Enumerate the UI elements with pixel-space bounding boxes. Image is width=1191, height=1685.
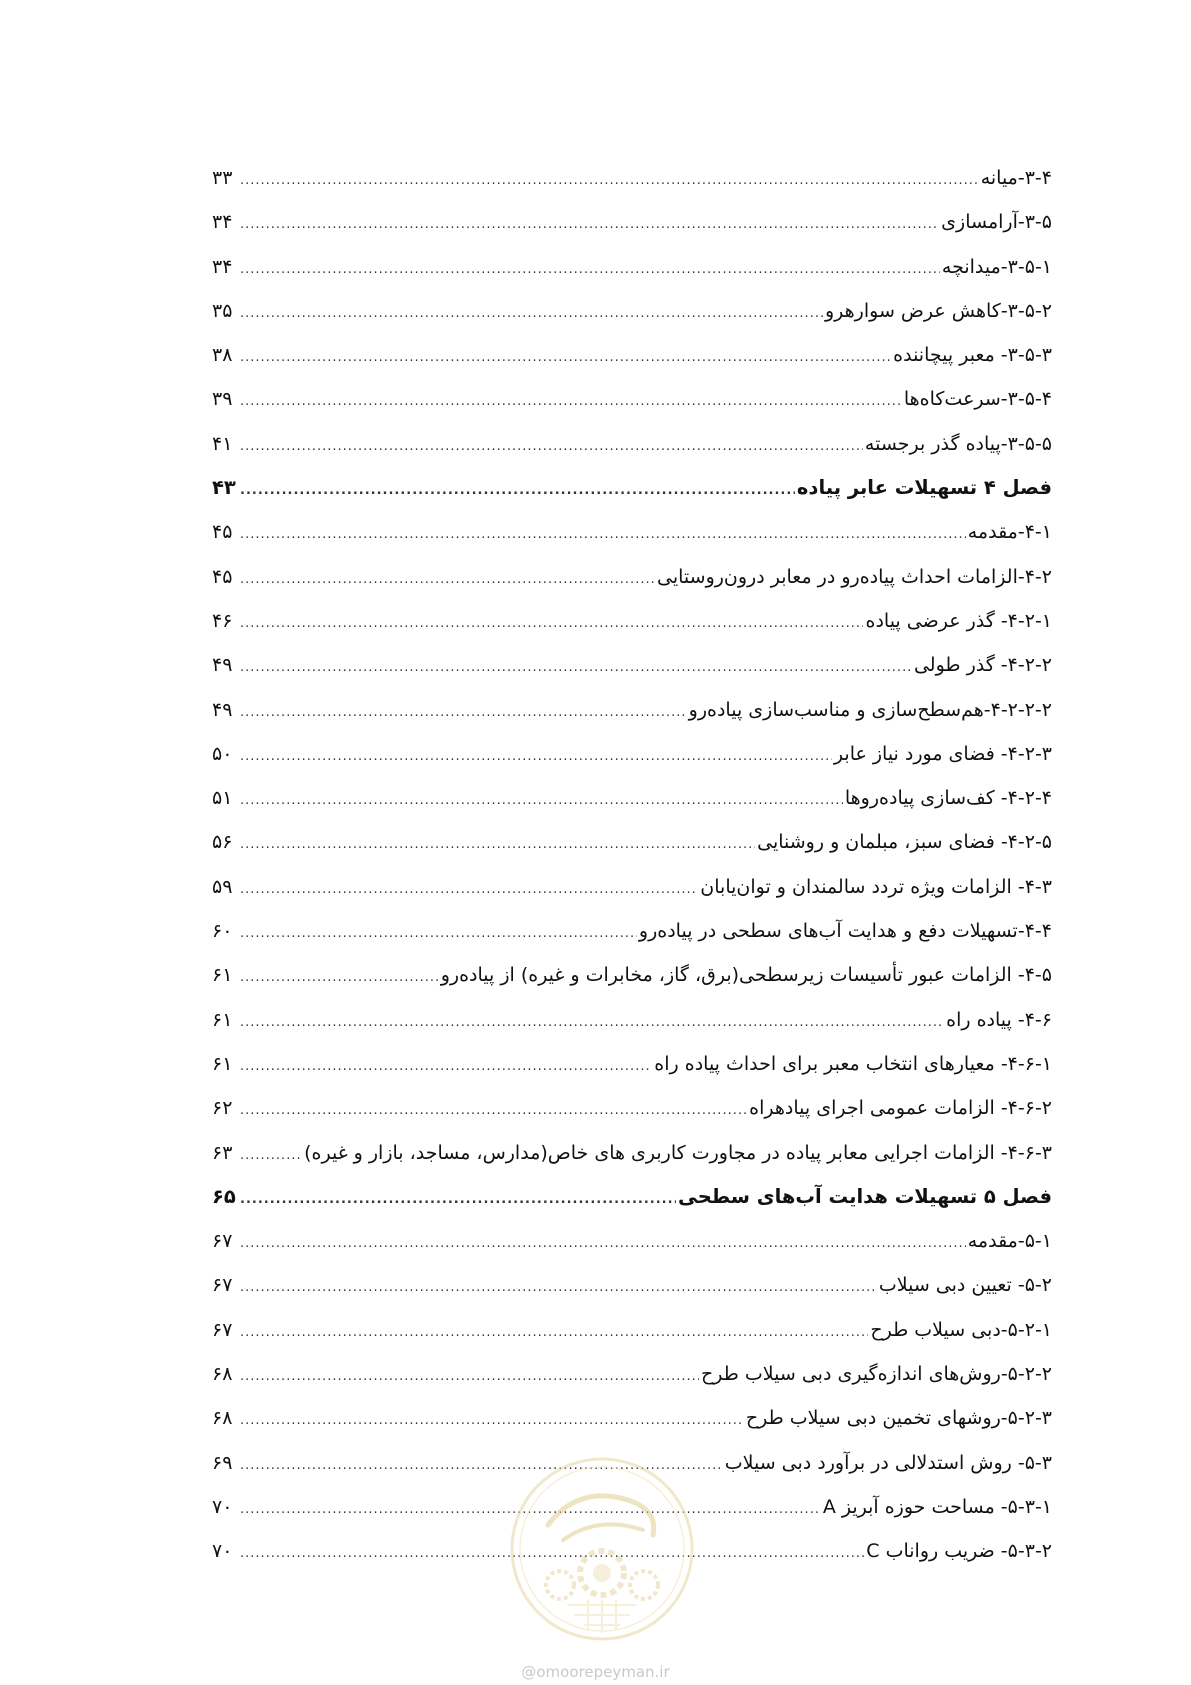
toc-entry-title: فصل ۵ تسهیلات هدایت آب‌های سطحی [677, 1184, 1052, 1208]
toc-row[interactable] [212, 688, 1052, 732]
toc-page-number: ۶۷ [212, 1318, 233, 1341]
toc-dot-leader [240, 1266, 877, 1310]
toc-dot-leader [240, 1089, 747, 1133]
toc-entry-title: ۵-۲-۳-روشهای تخمین دبی سیلاب طرح [745, 1407, 1052, 1430]
toc-chapter-row[interactable] [212, 1175, 1052, 1219]
toc-entry-title: ۵-۳-۲- ضریب رواناب C [866, 1540, 1052, 1563]
toc-dot-leader [240, 292, 823, 336]
toc-dot-leader [240, 1045, 652, 1089]
toc-row[interactable] [212, 998, 1052, 1042]
toc-entry-title: ۴-۲-۵- فضای سبز، مبلمان و روشنایی [757, 831, 1052, 854]
toc-row[interactable] [212, 1131, 1052, 1175]
toc-page-number: ۶۳ [212, 1141, 233, 1164]
toc-row[interactable] [212, 909, 1052, 953]
toc-dot-leader [240, 691, 687, 735]
toc-page-number: ۶۱ [212, 1008, 233, 1031]
toc-page-number: ۶۵ [212, 1184, 236, 1208]
toc-row[interactable] [212, 599, 1052, 643]
toc-dot-leader [240, 823, 755, 867]
toc-entry-title: ۳-۵-۴-سرعت‌کاه‌ها [903, 388, 1052, 411]
toc-row[interactable] [212, 156, 1052, 200]
toc-row[interactable] [212, 1308, 1052, 1352]
toc-dot-leader [240, 425, 863, 469]
toc-page-number: ۴۶ [212, 609, 233, 632]
toc-row[interactable] [212, 1219, 1052, 1263]
toc-row[interactable] [212, 377, 1052, 421]
toc-page-number: ۳۴ [212, 211, 233, 234]
toc-page-number: ۴۳ [212, 476, 236, 500]
toc-dot-leader [240, 159, 979, 203]
toc-row[interactable] [212, 1263, 1052, 1307]
toc-page-number: ۷۰ [212, 1495, 233, 1518]
watermark-url: @omoorepeyman.ir [521, 1663, 670, 1681]
toc-dot-leader [240, 1311, 868, 1355]
toc-dot-leader [240, 868, 698, 912]
toc-page-number: ۵۹ [212, 875, 233, 898]
toc-page-number: ۶۹ [212, 1451, 233, 1474]
toc-page-number: ۶۸ [212, 1363, 233, 1386]
toc-row[interactable] [212, 1086, 1052, 1130]
toc-entry-title: ۴-۳- الزامات ویژه تردد سالمندان و توان‌یابان [700, 875, 1052, 898]
toc-dot-leader [240, 513, 966, 557]
toc-page-number: ۶۸ [212, 1407, 233, 1430]
toc-row[interactable] [212, 820, 1052, 864]
toc-dot-leader [240, 1001, 944, 1045]
toc-entry-title: ۵-۳- روش استدلالی در برآورد دبی سیلاب [724, 1451, 1052, 1474]
toc-row[interactable] [212, 510, 1052, 554]
toc-entry-title: ۳-۵-۱-میدانچه [941, 255, 1052, 278]
toc-row[interactable] [212, 776, 1052, 820]
toc-entry-title: ۴-۱-مقدمه [967, 521, 1052, 544]
toc-dot-leader [240, 469, 795, 513]
toc-row[interactable] [212, 1396, 1052, 1440]
toc-page-number: ۵۰ [212, 742, 233, 765]
toc-page-number: ۶۰ [212, 920, 233, 943]
toc-entry-title: ۴-۲-۴- کف‌سازی پیاده‌روها [844, 787, 1052, 810]
toc-page-number: ۳۹ [212, 388, 233, 411]
toc-page-number: ۳۳ [212, 167, 233, 189]
toc-entry-title: ۵-۲-۲-روش‌های اندازه‌گیری دبی سیلاب طرح [701, 1363, 1052, 1386]
toc-entry-title: ۴-۶-۱- معیارهای انتخاب معبر برای احداث پیاده راه [654, 1052, 1052, 1075]
toc-entry-title: ۳-۵-۲-کاهش عرض سوارهرو [825, 299, 1052, 322]
toc-dot-leader [240, 1222, 966, 1266]
toc-page-number: ۳۵ [212, 299, 233, 322]
toc-page-number: ۷۰ [212, 1540, 233, 1563]
toc-dot-leader [240, 912, 637, 956]
toc-dot-leader [240, 735, 832, 779]
toc-entry-title: ۴-۴-تسهیلات دفع و هدایت آب‌های سطحی در پیاده‌رو [638, 920, 1052, 943]
toc-dot-leader [240, 1134, 302, 1178]
toc-row[interactable] [212, 245, 1052, 289]
toc-entry-title: ۳-۵-آرامسازی [941, 211, 1052, 234]
toc-page-number: ۴۱ [212, 432, 233, 455]
toc-page-number: ۶۷ [212, 1274, 233, 1297]
toc-page-number: ۶۱ [212, 964, 233, 987]
toc-dot-leader [240, 1178, 676, 1222]
toc-entry-title: ۴-۲-۲-۲-هم‌سطح‌سازی و مناسب‌سازی پیاده‌رو [688, 698, 1052, 721]
toc-page-number: ۴۹ [212, 654, 233, 677]
toc-page-number: ۵۱ [212, 787, 233, 810]
toc-row[interactable] [212, 643, 1052, 687]
toc-row[interactable] [212, 865, 1052, 909]
toc-page-number: ۳۸ [212, 344, 233, 367]
toc-dot-leader [240, 1399, 744, 1443]
toc-entry-title: ۴-۲-۲- گذر طولی [913, 654, 1052, 677]
toc-page-number: ۶۷ [212, 1230, 233, 1253]
toc-page-number: ۶۲ [212, 1097, 233, 1120]
toc-entry-title: ۴-۶- پیاده راه [946, 1008, 1052, 1031]
toc-row[interactable] [212, 200, 1052, 244]
toc-row[interactable] [212, 1042, 1052, 1086]
toc-dot-leader [240, 558, 655, 602]
toc-row[interactable] [212, 422, 1052, 466]
toc-entry-title: ۳-۵-۵-پیاده گذر برجسته [864, 432, 1052, 455]
toc-row[interactable] [212, 1352, 1052, 1396]
toc-dot-leader [240, 380, 902, 424]
toc-entry-title: ۴-۲-۱- گذر عرضی پیاده [865, 609, 1052, 632]
toc-row[interactable] [212, 289, 1052, 333]
toc-chapter-row[interactable] [212, 466, 1052, 510]
toc-dot-leader [240, 248, 940, 292]
toc-row[interactable] [212, 333, 1052, 377]
toc-page-number: ۴۵ [212, 521, 233, 544]
toc-dot-leader [240, 336, 891, 380]
toc-entry-title: ۴-۶-۳- الزامات اجرایی معابر پیاده در مجاورت کاربری های خاص(مدارس، مساجد، بازار و غیره) [304, 1141, 1052, 1164]
toc-page-number: ۴۵ [212, 565, 233, 588]
toc-entry-title: ۴-۶-۲- الزامات عمومی اجرای پیادهراه [749, 1097, 1052, 1120]
toc-entry-title: ۳-۴-میانه [980, 167, 1052, 189]
toc-dot-leader [240, 956, 439, 1000]
toc-page-number: ۶۱ [212, 1052, 233, 1075]
toc-dot-leader [240, 646, 912, 690]
toc-entry-title: ۳-۵-۳- معبر پیچاننده [893, 344, 1052, 367]
toc-dot-leader [240, 203, 939, 247]
toc-row[interactable] [212, 555, 1052, 599]
toc-dot-leader [240, 1355, 699, 1399]
toc-entry-title: فصل ۴ تسهیلات عابر پیاده [796, 476, 1052, 500]
toc-entry-title: ۵-۱-مقدمه [967, 1230, 1052, 1253]
toc-page-number: ۵۶ [212, 831, 233, 854]
toc-entry-title: ۴-۵- الزامات عبور تأسیسات زیرسطحی(برق، گاز، مخابرات و غیره) از پیاده‌رو [440, 964, 1052, 987]
toc-page-number: ۴۹ [212, 698, 233, 721]
toc-dot-leader [240, 602, 863, 646]
toc-page-number: ۳۴ [212, 255, 233, 278]
toc-entry-title: ۴-۲-الزامات احداث پیاده‌رو در معابر درون‌روستایی [657, 565, 1052, 588]
toc-row[interactable] [212, 732, 1052, 776]
toc-row[interactable] [212, 953, 1052, 997]
toc-entry-title: ۵-۲- تعیین دبی سیلاب [878, 1274, 1052, 1297]
toc-entry-title: ۵-۳-۱- مساحت حوزه آبریز A [822, 1495, 1052, 1518]
toc-entry-title: ۴-۲-۳- فضای مورد نیاز عابر [833, 742, 1052, 765]
toc-dot-leader [240, 779, 843, 823]
table-of-contents [212, 156, 1052, 1574]
omoorepeyman-watermark-logo [508, 1455, 696, 1643]
toc-entry-title: ۵-۲-۱-دبی سیلاب طرح [870, 1318, 1052, 1341]
